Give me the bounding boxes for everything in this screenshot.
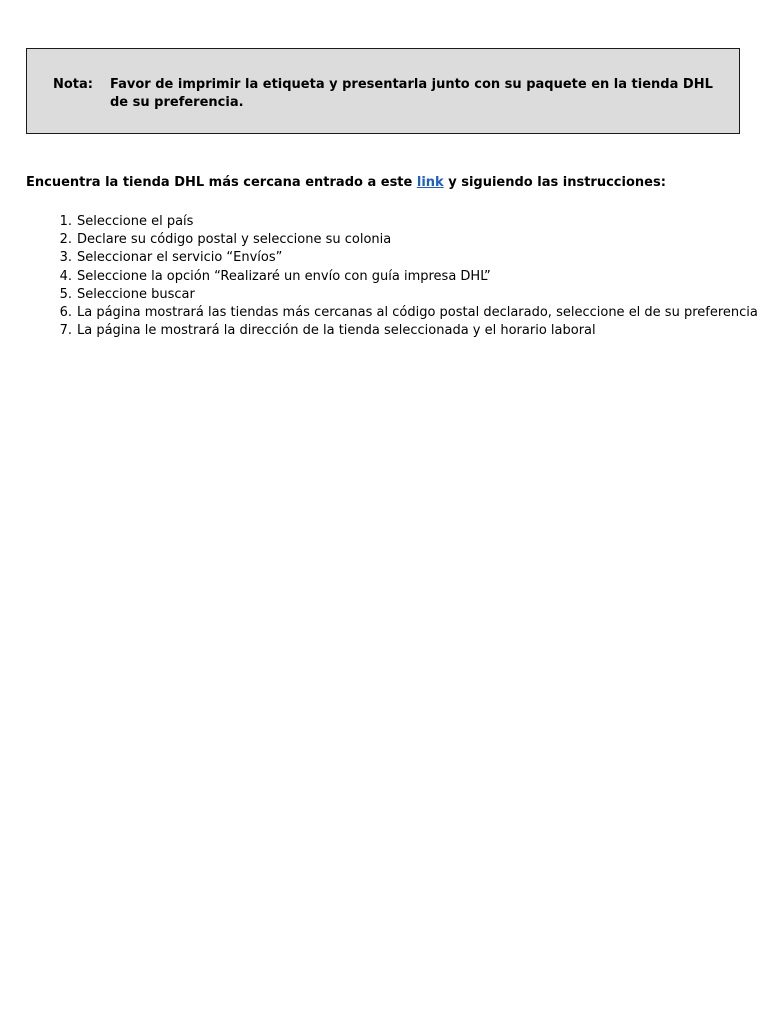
step-number: 5. bbox=[59, 286, 72, 302]
step-number: 3. bbox=[59, 250, 72, 266]
intro-before-link: Encuentra la tienda DHL más cercana entrado a este bbox=[26, 175, 417, 190]
step-number: 2. bbox=[59, 232, 72, 248]
list-item bbox=[52, 322, 758, 340]
note-label: Nota: bbox=[53, 77, 93, 92]
list-item bbox=[52, 286, 758, 304]
step-text: La página le mostrará la dirección de la tienda seleccionada y el horario laboral bbox=[77, 323, 596, 339]
step-number: 7. bbox=[59, 323, 72, 339]
list-item bbox=[52, 304, 758, 322]
note-text: Favor de imprimir la etiqueta y presentarla junto con su paquete en la tienda DHL de su preferencia. bbox=[110, 77, 713, 110]
list-item bbox=[52, 249, 758, 267]
step-text: Declare su código postal y seleccione su colonia bbox=[77, 232, 392, 248]
step-text: Seleccionar el servicio “Envíos” bbox=[77, 250, 283, 266]
list-item bbox=[52, 231, 758, 249]
step-number: 1. bbox=[59, 214, 72, 229]
intro-text bbox=[26, 174, 746, 192]
step-number: 4. bbox=[59, 268, 72, 284]
instructions-list bbox=[52, 213, 758, 340]
step-text: Seleccione buscar bbox=[77, 286, 195, 302]
step-text: Seleccione el país bbox=[77, 214, 194, 229]
list-item bbox=[52, 268, 758, 286]
step-text: Seleccione la opción “Realizaré un envío con guía impresa DHL” bbox=[77, 268, 491, 284]
step-number: 6. bbox=[59, 305, 72, 321]
step-text: La página mostrará las tiendas más cercanas al código postal declarado, seleccione el de su preferencia bbox=[77, 305, 758, 321]
list-item bbox=[52, 213, 758, 231]
intro-after-link: y siguiendo las instrucciones: bbox=[443, 175, 666, 190]
note-box bbox=[26, 48, 740, 134]
store-locator-link[interactable]: link bbox=[416, 175, 444, 190]
